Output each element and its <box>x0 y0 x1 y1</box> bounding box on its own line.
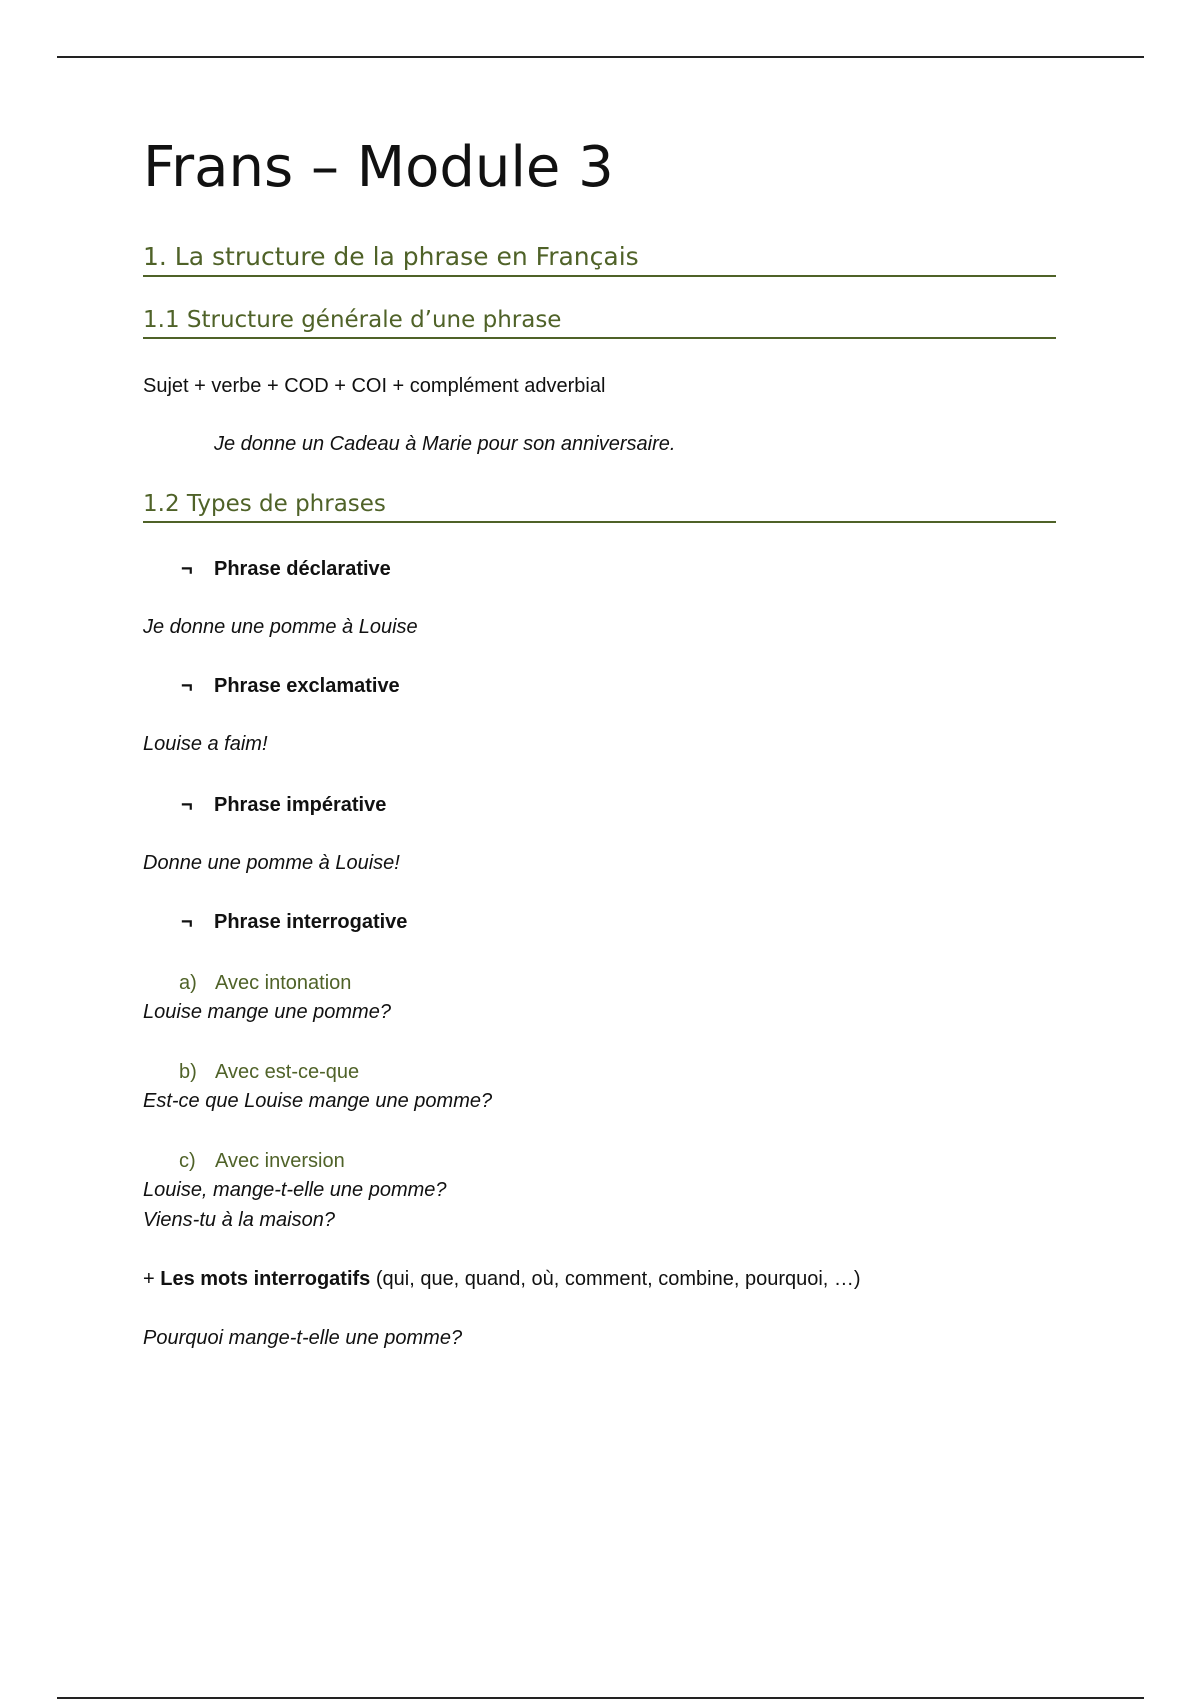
bullet-icon: ¬ <box>181 675 193 697</box>
type-item-declarative <box>181 557 391 581</box>
interrogative-subitem-c <box>179 1149 345 1173</box>
interrogative-example-c2: Viens-tu à la maison? <box>143 1209 335 1231</box>
subitem-label: Avec est-ce-que <box>215 1061 360 1083</box>
section-heading-1-2: 1.2 Types de phrases <box>143 492 1056 523</box>
type-example-imperative: Donne une pomme à Louise! <box>143 852 400 874</box>
section-heading-1-1: 1.1 Structure générale d’une phrase <box>143 308 1056 339</box>
subitem-marker: a) <box>179 972 197 994</box>
type-label: Phrase impérative <box>214 794 387 816</box>
bottom-rule <box>57 1697 1144 1699</box>
subitem-label: Avec inversion <box>215 1150 345 1172</box>
interrogative-example-b: Est-ce que Louise mange une pomme? <box>143 1090 493 1112</box>
subitem-label: Avec intonation <box>215 972 352 994</box>
type-item-interrogative <box>181 910 407 934</box>
interrogative-words-label: Les mots interrogatifs <box>160 1268 371 1290</box>
interrogative-subitem-a <box>179 971 351 995</box>
type-example-exclamative: Louise a faim! <box>143 733 268 755</box>
interrogative-words-line <box>143 1267 861 1291</box>
interrogative-subitem-b <box>179 1060 359 1084</box>
interrogative-example-c1: Louise, mange-t-elle une pomme? <box>143 1179 447 1201</box>
page-title: Frans – Module 3 <box>143 135 614 200</box>
type-label: Phrase exclamative <box>214 675 400 697</box>
type-item-imperative <box>181 793 386 817</box>
bullet-icon: ¬ <box>181 911 193 933</box>
type-label: Phrase déclarative <box>214 558 391 580</box>
bullet-icon: ¬ <box>181 794 193 816</box>
interrogative-example-a: Louise mange une pomme? <box>143 1001 391 1023</box>
plus-prefix: + <box>143 1268 161 1290</box>
type-example-declarative: Je donne une pomme à Louise <box>143 616 418 638</box>
structure-example: Je donne un Cadeau à Marie pour son anniversaire. <box>214 433 676 455</box>
type-item-exclamative <box>181 674 400 698</box>
final-example: Pourquoi mange-t-elle une pomme? <box>143 1327 463 1349</box>
structure-formula: Sujet + verbe + COD + COI + complément adverbial <box>143 375 606 397</box>
subitem-marker: b) <box>179 1061 197 1083</box>
interrogative-words-list: (qui, que, quand, où, comment, combine, pourquoi, …) <box>370 1268 861 1290</box>
bullet-icon: ¬ <box>181 558 193 580</box>
type-label: Phrase interrogative <box>214 911 408 933</box>
subitem-marker: c) <box>179 1150 196 1172</box>
section-heading-1: 1. La structure de la phrase en Français <box>143 243 1056 277</box>
top-rule <box>57 56 1144 58</box>
